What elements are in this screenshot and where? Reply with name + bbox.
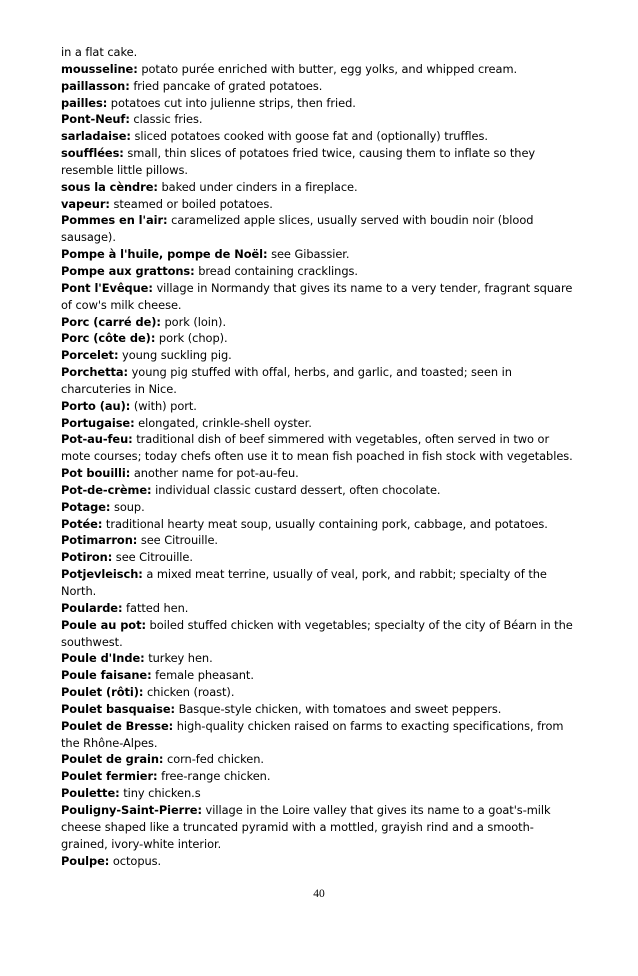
entry-term: Pont l'Evêque:	[61, 280, 153, 295]
glossary-entry	[61, 145, 577, 179]
entry-term: Porc (côte de):	[61, 331, 156, 346]
entry-definition: see Citrouille.	[112, 550, 193, 565]
glossary-entry	[61, 482, 577, 499]
entry-term: Portugaise:	[61, 415, 135, 430]
entry-term: Pompe à l'huile, pompe de Noël:	[61, 247, 268, 262]
entry-definition: steamed or boiled potatoes.	[109, 196, 273, 211]
entry-term: Potiron:	[61, 550, 113, 565]
entry-definition: village in the Loire valley that gives its name to a goat's-milk cheese shaped like a truncated pyramid with a mottled, grayish rind and a smooth-grained, ivory-white interior.	[61, 802, 551, 851]
entry-definition: fried pancake of grated potatoes.	[129, 78, 323, 93]
glossary-entry	[61, 280, 577, 314]
glossary-entry	[61, 684, 577, 701]
glossary-entry	[61, 263, 577, 280]
entry-term: Poule faisane:	[61, 668, 152, 683]
entry-definition: individual classic custard dessert, often chocolate.	[151, 482, 441, 497]
entry-definition: potatoes cut into julienne strips, then fried.	[107, 95, 356, 110]
entry-definition: high-quality chicken raised on farms to exacting specifications, from the Rhône-Alpes.	[61, 718, 564, 750]
entry-definition: soup.	[110, 499, 145, 514]
glossary-entry	[61, 650, 577, 667]
entry-term: Poulet fermier:	[61, 769, 158, 784]
glossary-entry	[61, 802, 577, 853]
glossary-entry	[61, 347, 577, 364]
glossary-entry	[61, 718, 577, 752]
entry-definition: see Gibassier.	[267, 247, 350, 262]
entry-term: Poulet de grain:	[61, 752, 164, 767]
entry-term: paillasson:	[61, 78, 130, 93]
entry-term: Pouligny-Saint-Pierre:	[61, 802, 202, 817]
glossary-entry	[61, 751, 577, 768]
entry-definition: small, thin slices of potatoes fried twice, causing them to inflate so they resemble little pillows.	[61, 146, 536, 177]
entry-definition: baked under cinders in a fireplace.	[157, 179, 358, 194]
entry-term: Poulet de Bresse:	[61, 718, 174, 733]
entry-term: soufflées:	[61, 146, 124, 161]
glossary-entry	[61, 314, 577, 331]
entry-term: pailles:	[61, 95, 108, 110]
glossary-entry	[61, 465, 577, 482]
glossary-entry	[61, 179, 577, 196]
entry-term: Pompe aux grattons:	[61, 263, 195, 278]
entry-term: Pot bouilli:	[61, 466, 131, 481]
entry-definition: (with) port.	[130, 398, 197, 413]
glossary-entry	[61, 785, 577, 802]
glossary-entry	[61, 566, 577, 600]
entry-term: Pot-au-feu:	[61, 432, 133, 447]
glossary-entry	[61, 61, 577, 78]
entry-term: Poulet (rôti):	[61, 685, 144, 700]
entry-term: sous la cèndre:	[61, 179, 158, 194]
glossary-page	[61, 44, 577, 869]
entry-definition: female pheasant.	[151, 668, 254, 683]
entry-term: Potée:	[61, 516, 103, 531]
entry-definition: traditional dish of beef simmered with vegetables, often served in two or mote courses; today chefs often use it to mean fish poached in fish stock with vegetables.	[61, 432, 573, 464]
glossary-entry	[61, 196, 577, 213]
entry-term: Potimarron:	[61, 533, 138, 548]
glossary-entry	[61, 78, 577, 95]
entry-term: Potage:	[61, 499, 111, 514]
entry-definition: boiled stuffed chicken with vegetables; specialty of the city of Béarn in the southwest.	[61, 617, 573, 649]
glossary-entry	[61, 600, 577, 617]
glossary-entry	[61, 364, 577, 398]
entry-definition: turkey hen.	[144, 651, 213, 666]
entry-definition: another name for pot-au-feu.	[130, 466, 299, 481]
entry-definition: pork (loin).	[160, 314, 227, 329]
entry-definition: octopus.	[109, 853, 162, 868]
entry-definition: see Citrouille.	[137, 533, 218, 548]
entry-term: mousseline:	[61, 61, 138, 76]
entry-term: Pont-Neuf:	[61, 112, 130, 127]
glossary-entry	[61, 516, 577, 533]
entry-definition: in a flat cake.	[61, 45, 138, 59]
entry-definition: caramelized apple slices, usually served with boudin noir (blood sausage).	[61, 213, 534, 245]
entry-definition: village in Normandy that gives its name to a very tender, fragrant square of cow's milk cheese.	[61, 280, 573, 312]
entry-definition: tiny chicken.s	[119, 786, 201, 801]
entry-term: vapeur:	[61, 196, 110, 211]
glossary-entry	[61, 212, 577, 246]
entry-definition: classic fries.	[129, 112, 203, 127]
glossary-entry	[61, 431, 577, 465]
glossary-entry	[61, 111, 577, 128]
glossary-entry	[61, 701, 577, 718]
entry-definition: bread containing cracklings.	[194, 263, 358, 278]
glossary-entry	[61, 246, 577, 263]
entry-term: Porc (carré de):	[61, 314, 161, 329]
entry-term: Poulette:	[61, 786, 120, 801]
entry-definition: chicken (roast).	[143, 685, 235, 700]
entry-term: Porchetta:	[61, 365, 129, 380]
entry-term: sarladaise:	[61, 129, 131, 144]
entry-definition: fatted hen.	[122, 600, 189, 615]
glossary-entry	[61, 128, 577, 145]
glossary-entry	[61, 532, 577, 549]
entry-definition: young suckling pig.	[118, 348, 232, 363]
glossary-entry	[61, 499, 577, 516]
entry-definition: potato purée enriched with butter, egg yolks, and whipped cream.	[137, 61, 518, 76]
entry-definition: sliced potatoes cooked with goose fat and (optionally) truffles.	[130, 129, 488, 144]
entry-definition: a mixed meat terrine, usually of veal, pork, and rabbit; specialty of the North.	[61, 567, 547, 598]
entry-definition: Basque-style chicken, with tomatoes and sweet peppers.	[175, 701, 502, 716]
glossary-entry	[61, 549, 577, 566]
entry-term: Poule d'Inde:	[61, 651, 145, 666]
glossary-entry	[61, 667, 577, 684]
entry-definition: young pig stuffed with offal, herbs, and garlic, and toasted; seen in charcuteries in Nice.	[61, 365, 512, 396]
entry-definition: elongated, crinkle-shell oyster.	[134, 415, 312, 430]
glossary-entry	[61, 330, 577, 347]
entry-term: Poulet basquaise:	[61, 701, 176, 716]
entry-term: Pommes en l'air:	[61, 213, 168, 228]
page-number: 40	[313, 888, 325, 900]
entry-definition: free-range chicken.	[157, 769, 271, 784]
entry-definition: corn-fed chicken.	[163, 752, 264, 767]
glossary-entry	[61, 398, 577, 415]
glossary-entry	[61, 617, 577, 651]
glossary-entry	[61, 768, 577, 785]
entry-term: Poularde:	[61, 600, 123, 615]
glossary-entry	[61, 853, 577, 870]
entry-term: Porcelet:	[61, 348, 119, 363]
entry-definition: pork (chop).	[155, 331, 228, 346]
entry-term: Poulpe:	[61, 853, 110, 868]
glossary-entry	[61, 44, 577, 61]
glossary-entry	[61, 95, 577, 112]
entry-definition: traditional hearty meat soup, usually containing pork, cabbage, and potatoes.	[102, 516, 548, 531]
entry-term: Potjevleisch:	[61, 567, 143, 582]
entry-term: Pot-de-crème:	[61, 482, 152, 497]
entry-term: Porto (au):	[61, 398, 131, 413]
glossary-entry	[61, 415, 577, 432]
entry-term: Poule au pot:	[61, 617, 146, 632]
